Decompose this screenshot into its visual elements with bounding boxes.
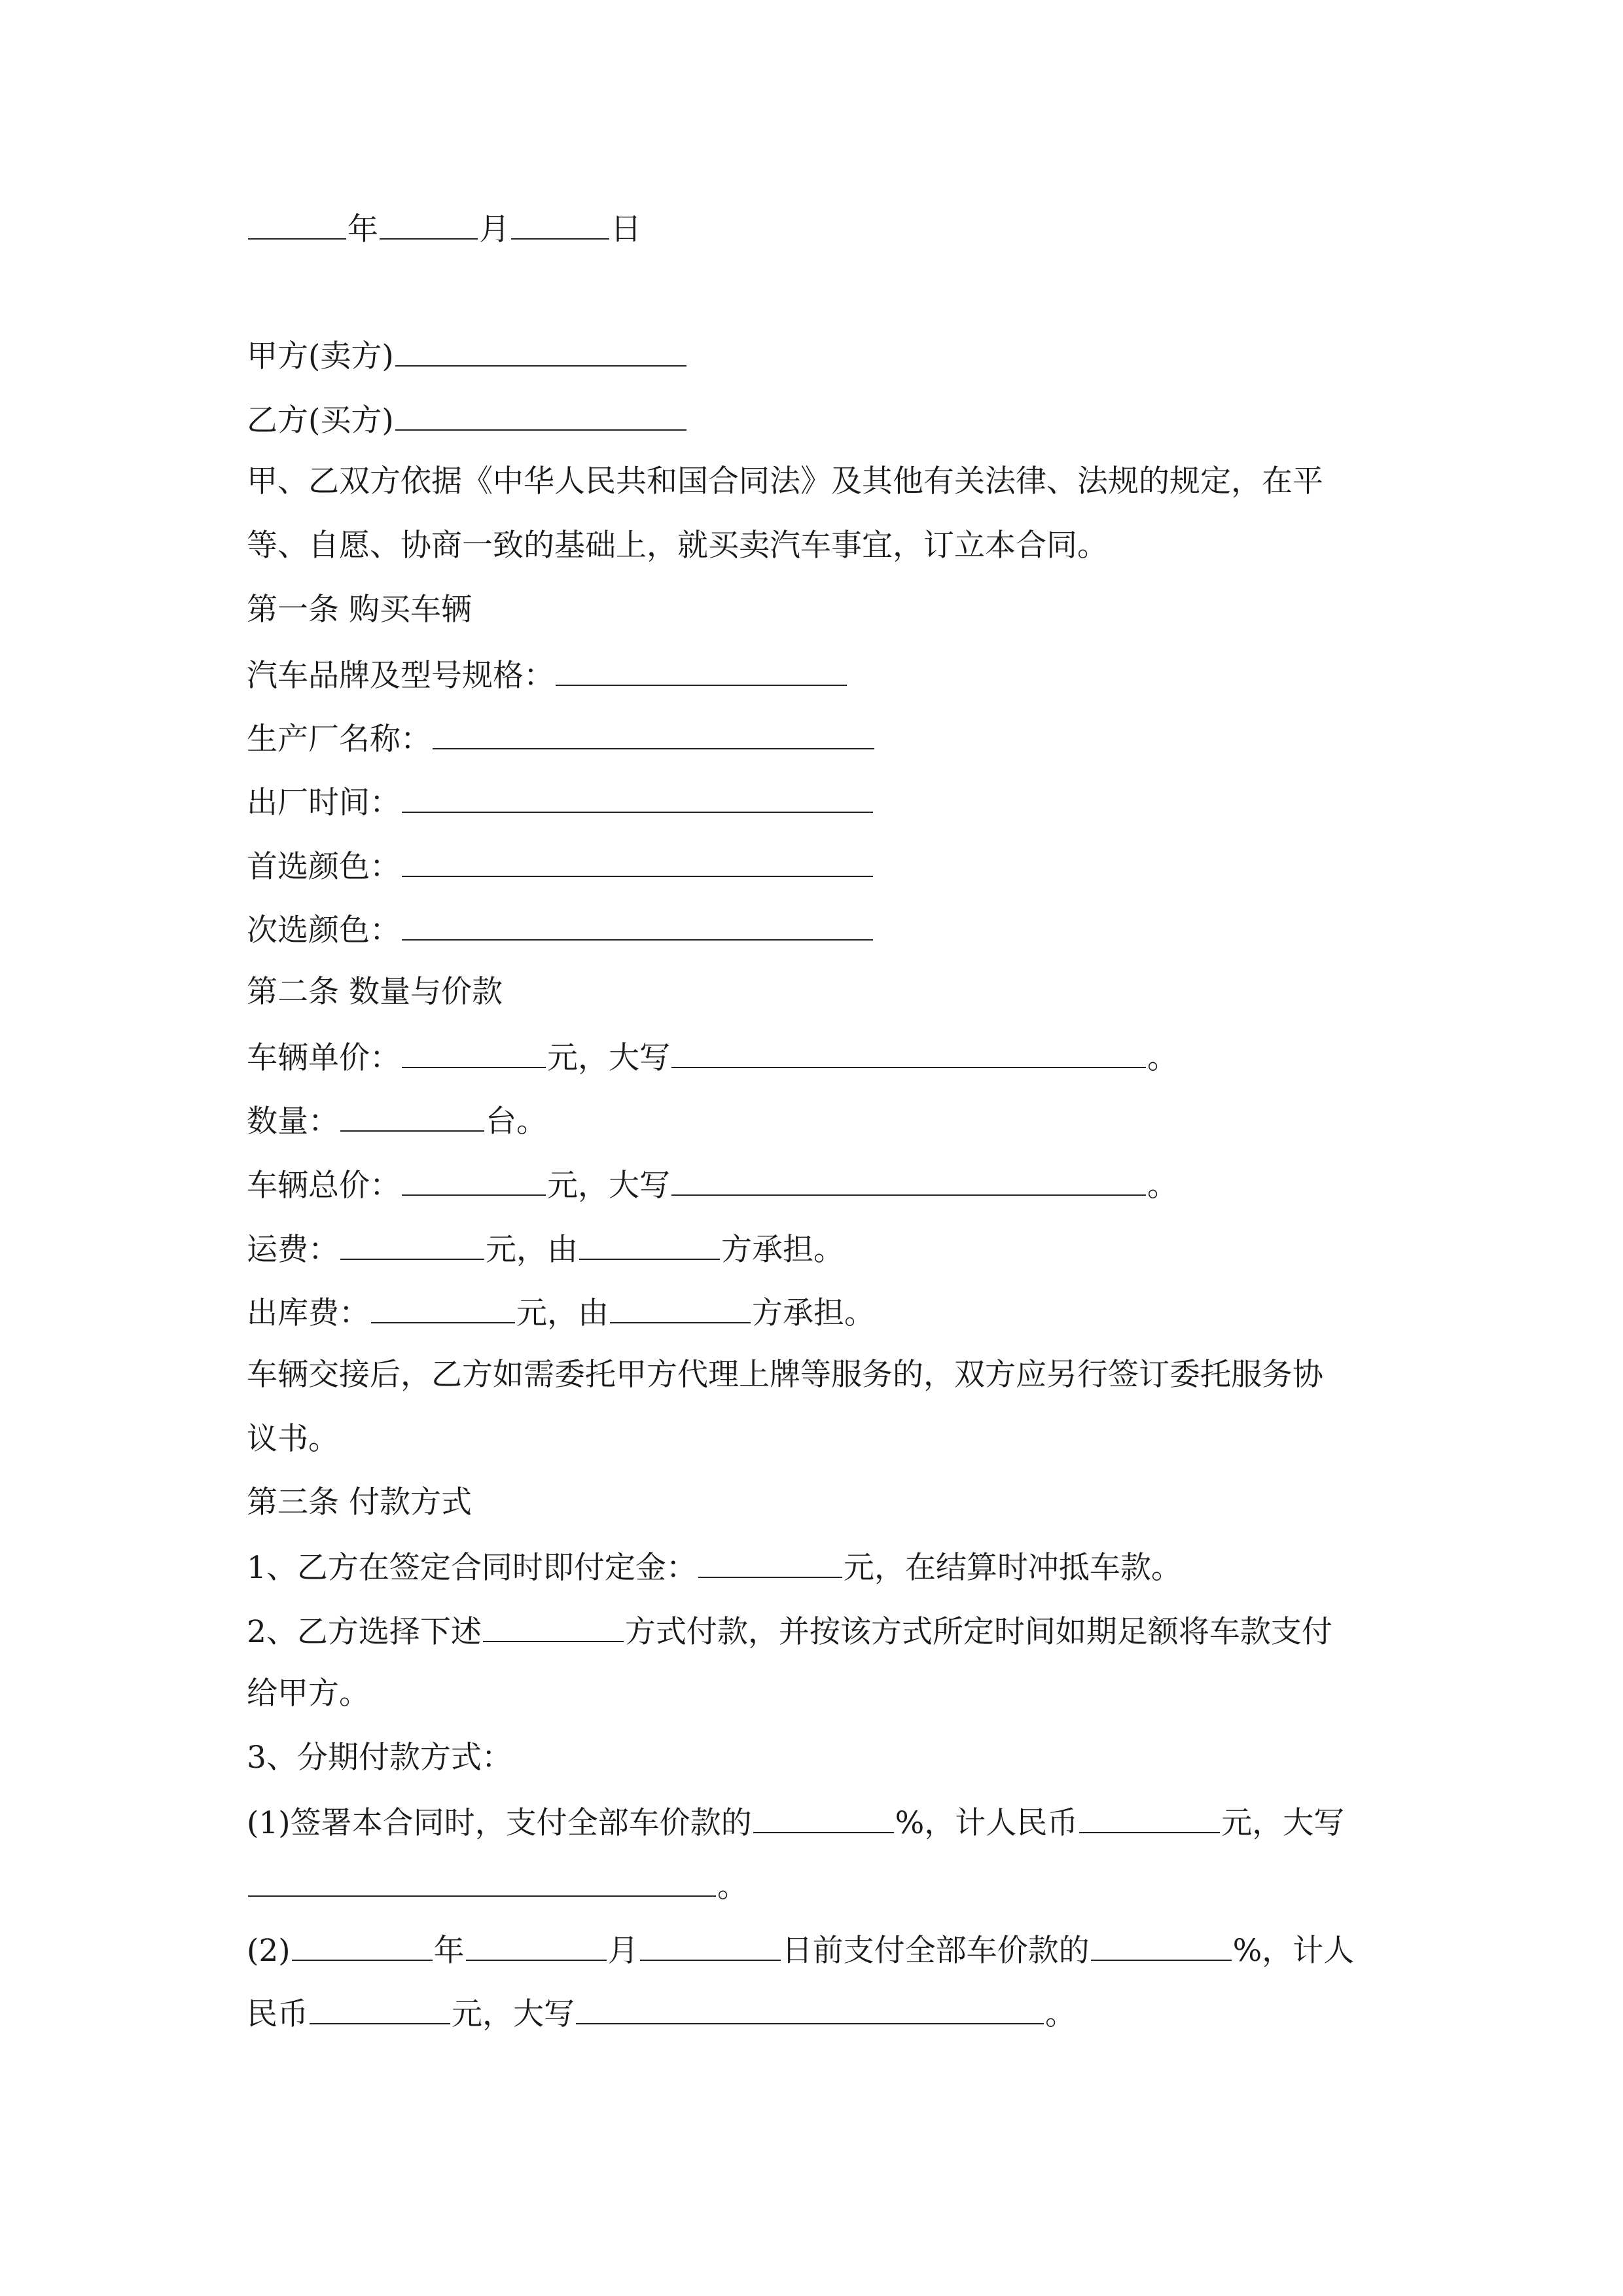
day-blank[interactable] <box>511 208 609 240</box>
out-fee-bear: 方承担。 <box>752 1295 875 1331</box>
party-a-blank[interactable] <box>395 335 687 367</box>
article-3-heading: 第三条 付款方式 <box>247 1484 472 1520</box>
article-1-heading: 第一条 购买车辆 <box>247 592 472 628</box>
date-line <box>247 208 1385 249</box>
party-b-blank[interactable] <box>395 399 687 431</box>
freight-label: 运费： <box>247 1232 339 1268</box>
installment-2-line <box>247 1929 1385 1971</box>
installment-1-line <box>247 1802 1385 1843</box>
installment-2-amount-blank[interactable] <box>310 1993 450 2024</box>
party-a-line <box>247 335 1385 376</box>
payment-method-line-2: 给甲方。 <box>247 1676 370 1712</box>
deposit-blank[interactable] <box>698 1547 842 1578</box>
total-price-blank[interactable] <box>402 1164 546 1196</box>
installment-2-percent: %，计人 <box>1232 1933 1355 1969</box>
year-label: 年 <box>348 211 378 247</box>
intro-line-1: 甲、乙双方依据《中华人民共和国合同法》及其他有关法律、法规的规定，在平 <box>247 463 1323 499</box>
color2-blank[interactable] <box>402 909 873 941</box>
freight-bear: 方承担。 <box>721 1232 844 1268</box>
installment-2-label: (2) <box>247 1933 291 1969</box>
installment-1-yuan: 元，大写 <box>1221 1805 1345 1841</box>
installment-2-year: 年 <box>433 1933 465 1969</box>
unit-price-yuan: 元，大写 <box>547 1040 670 1076</box>
installment-2-rmb: 民币 <box>247 1996 308 2032</box>
out-fee-label: 出库费： <box>247 1295 370 1331</box>
brand-line <box>247 655 1385 696</box>
out-fee-party-blank[interactable] <box>610 1292 751 1323</box>
out-fee-yuan: 元，由 <box>516 1295 609 1331</box>
installment-1-line-2 <box>247 1865 1385 1907</box>
unit-price-label: 车辆单价： <box>247 1040 401 1076</box>
party-b-line <box>247 399 1385 440</box>
freight-party-blank[interactable] <box>579 1229 720 1260</box>
color2-label: 次选颜色： <box>247 912 401 948</box>
factory-date-line <box>247 781 1385 823</box>
installment-1-amount-blank[interactable] <box>1079 1802 1220 1833</box>
unit-price-line <box>247 1037 1385 1078</box>
installment-2-day-blank[interactable] <box>640 1929 781 1961</box>
total-price-yuan: 元，大写 <box>547 1168 670 1204</box>
factory-date-label: 出厂时间： <box>247 785 401 821</box>
factory-date-blank[interactable] <box>402 781 873 813</box>
brand-label: 汽车品牌及型号规格： <box>247 658 554 694</box>
installment-2-end: 。 <box>1045 1996 1076 2032</box>
installment-2-line-2 <box>247 1993 1385 2034</box>
article-2-heading: 第二条 数量与价款 <box>247 974 503 1010</box>
installment-2-year-blank[interactable] <box>292 1929 433 1961</box>
color1-label: 首选颜色： <box>247 849 401 885</box>
quantity-line <box>247 1100 1385 1141</box>
total-price-end: 。 <box>1147 1168 1178 1204</box>
delivery-note-line-1: 车辆交接后，乙方如需委托甲方代理上牌等服务的，双方应另行签订委托服务协 <box>247 1357 1323 1393</box>
maker-blank[interactable] <box>433 718 874 749</box>
installment-heading: 3、分期付款方式： <box>247 1740 512 1776</box>
deposit-line <box>247 1547 1385 1588</box>
payment-method-label: 2、乙方选择下述 <box>247 1614 482 1650</box>
installment-2-yuan: 元，大写 <box>452 1996 575 2032</box>
year-blank[interactable] <box>248 208 346 240</box>
unit-price-blank[interactable] <box>402 1037 546 1068</box>
quantity-label: 数量： <box>247 1103 339 1139</box>
intro-line-2: 等、自愿、协商一致的基础上，就买卖汽车事宜，订立本合同。 <box>247 528 1108 564</box>
installment-2-month-blank[interactable] <box>466 1929 607 1961</box>
color1-blank[interactable] <box>402 846 873 877</box>
party-b-label: 乙方(买方) <box>247 403 394 439</box>
maker-label: 生产厂名称： <box>247 721 431 757</box>
day-label: 日 <box>611 211 641 247</box>
quantity-blank[interactable] <box>340 1100 484 1132</box>
installment-2-month: 月 <box>607 1933 639 1969</box>
installment-1-percent: %，计人民币 <box>895 1805 1079 1841</box>
freight-line <box>247 1229 1385 1270</box>
installment-2-daxie-blank[interactable] <box>576 1993 1044 2024</box>
color1-line <box>247 846 1385 887</box>
total-price-label: 车辆总价： <box>247 1168 401 1204</box>
month-blank[interactable] <box>380 208 478 240</box>
installment-1-daxie-blank[interactable] <box>248 1865 716 1897</box>
unit-price-daxie-blank[interactable] <box>671 1037 1146 1068</box>
delivery-note-line-2: 议书。 <box>247 1421 339 1457</box>
total-price-line <box>247 1164 1385 1206</box>
payment-method-suffix: 方式付款，并按该方式所定时间如期足额将车款支付 <box>624 1614 1332 1650</box>
installment-2-percent-blank[interactable] <box>1091 1929 1232 1961</box>
total-price-daxie-blank[interactable] <box>671 1164 1146 1196</box>
color2-line <box>247 909 1385 950</box>
party-a-label: 甲方(卖方) <box>247 338 394 374</box>
month-label: 月 <box>479 211 510 247</box>
maker-line <box>247 718 1385 759</box>
installment-1-end: 。 <box>717 1869 748 1905</box>
out-fee-blank[interactable] <box>371 1292 515 1323</box>
unit-price-end: 。 <box>1147 1040 1178 1076</box>
deposit-label: 1、乙方在签定合同时即付定金： <box>247 1550 697 1586</box>
freight-blank[interactable] <box>340 1229 484 1260</box>
installment-1-label: (1)签署本合同时，支付全部车价款的 <box>247 1805 752 1841</box>
brand-blank[interactable] <box>556 655 847 686</box>
installment-1-percent-blank[interactable] <box>753 1802 894 1833</box>
quantity-unit: 台。 <box>486 1103 547 1139</box>
payment-method-blank[interactable] <box>483 1611 624 1642</box>
payment-method-line <box>247 1611 1385 1652</box>
installment-2-day: 日前支付全部车价款的 <box>781 1933 1090 1969</box>
deposit-suffix: 元，在结算时冲抵车款。 <box>843 1550 1182 1586</box>
freight-yuan: 元，由 <box>486 1232 578 1268</box>
out-fee-line <box>247 1292 1385 1333</box>
